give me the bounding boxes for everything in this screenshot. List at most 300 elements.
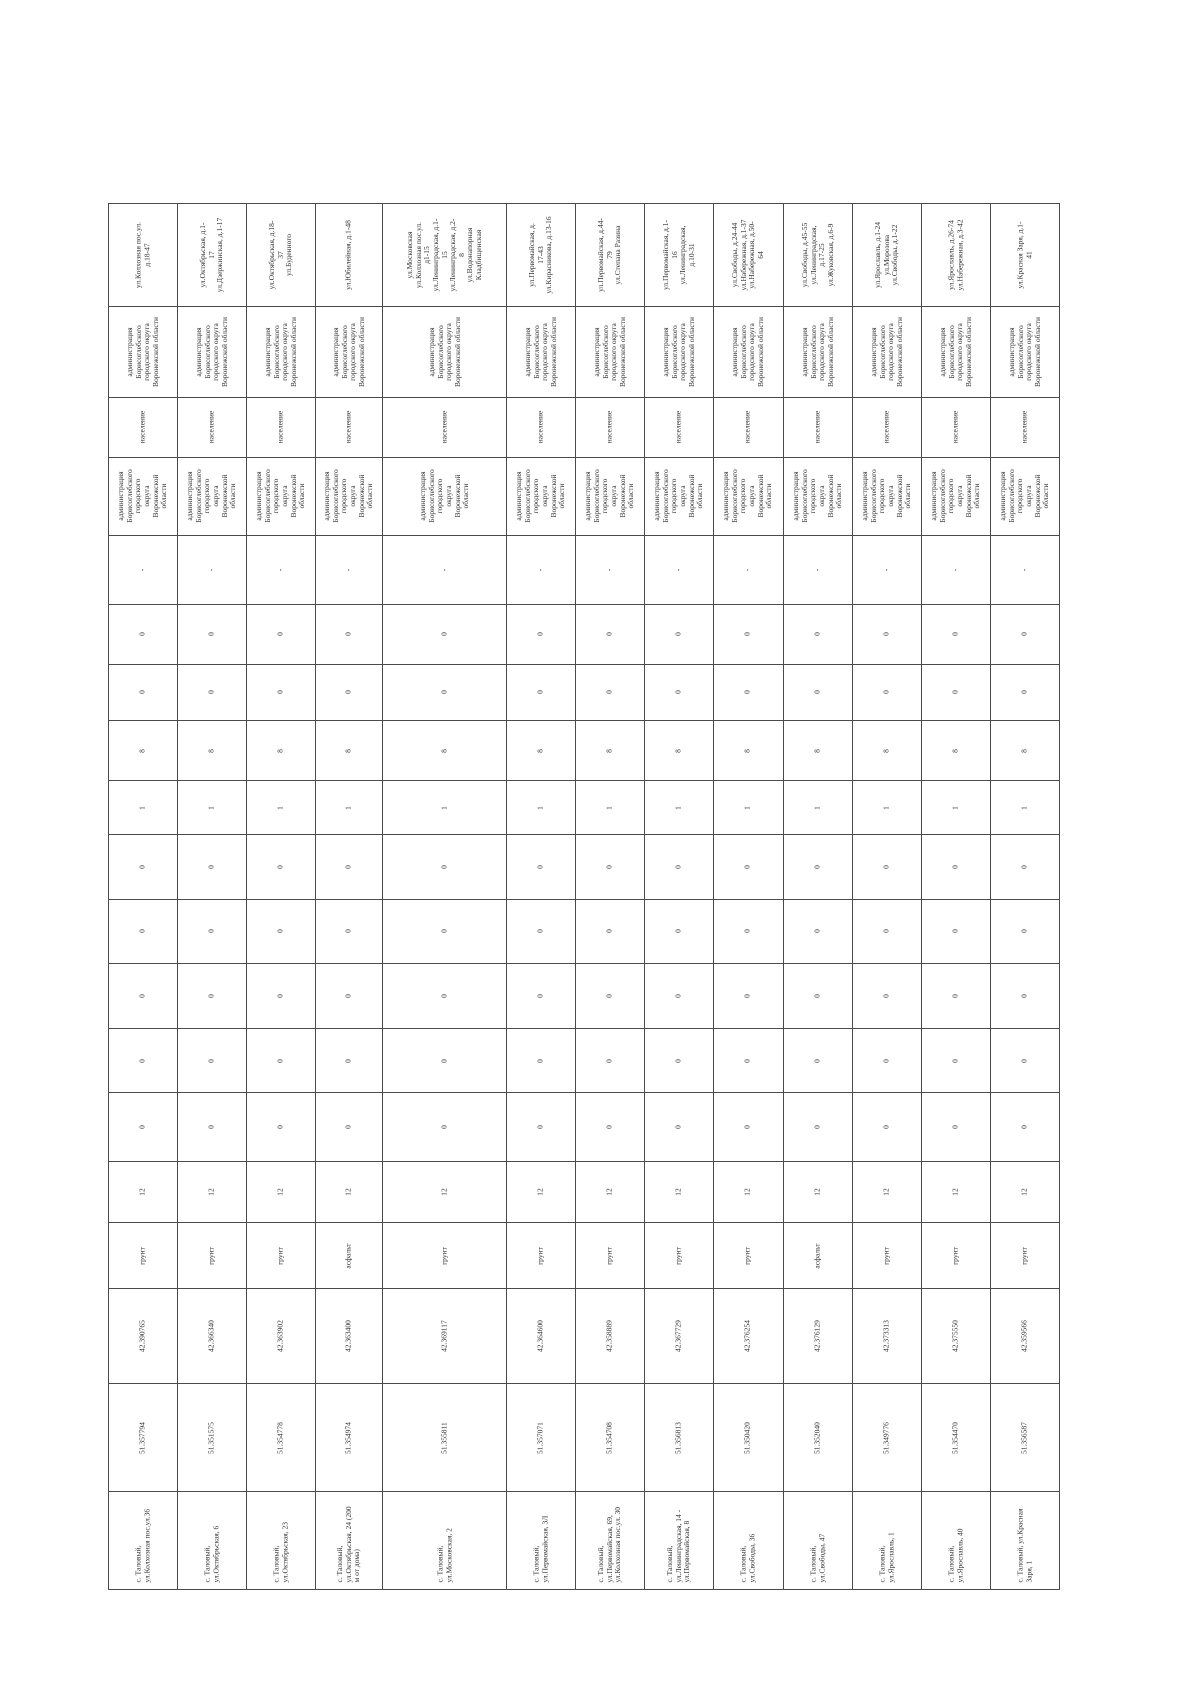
value-col-4-text: 0 [343, 994, 353, 998]
value-col-2-cell [109, 1093, 178, 1162]
longitude-text: 42.367729 [674, 1320, 684, 1353]
latitude-text: 51.355811 [439, 1421, 449, 1454]
value-col-3-cell [921, 1028, 990, 1093]
value-col-3-cell [714, 1028, 783, 1093]
value-col-1-text: 12 [535, 1188, 545, 1196]
value-col-2-text: 0 [535, 1125, 545, 1130]
value-col-1-cell [852, 1162, 921, 1222]
value-col-6-cell [247, 835, 316, 900]
longitude-cell [178, 1289, 247, 1384]
value-col-1-text: 12 [137, 1188, 147, 1196]
value-col-7-text: 1 [674, 805, 684, 810]
value-col-11-text: - [206, 568, 216, 571]
value-col-6-text: 0 [604, 864, 614, 869]
value-col-5-text: 0 [812, 929, 822, 934]
longitude-text: 42.369117 [439, 1320, 449, 1353]
value-col-3-cell [507, 1028, 576, 1093]
operator-text: администрация Борисоглебского городского округа Воронежской области [592, 317, 627, 388]
source-type-cell [783, 397, 852, 457]
value-col-3-text: 0 [812, 1058, 822, 1063]
value-col-3-text: 0 [137, 1058, 147, 1063]
address-cell [178, 1491, 247, 1589]
latitude-cell [316, 1384, 383, 1492]
value-col-3-cell [316, 1028, 383, 1093]
value-col-5-cell [178, 899, 247, 964]
value-col-10-cell [178, 604, 247, 664]
longitude-text: 42.375550 [950, 1320, 960, 1353]
surface-text: асфальт [343, 1242, 353, 1269]
source-type-cell [178, 397, 247, 457]
operator-text: администрация Борисоглебского городского округа Воронежской области [426, 317, 462, 388]
latitude-cell [247, 1384, 316, 1492]
value-col-2-text: 0 [439, 1125, 449, 1130]
value-col-6-cell [383, 835, 507, 900]
value-col-6-text: 0 [812, 864, 822, 869]
value-col-10-cell [783, 604, 852, 664]
value-col-7-cell [990, 781, 1059, 835]
value-col-2-cell [383, 1093, 507, 1162]
table-row [109, 720, 1060, 780]
value-col-10-text: 0 [743, 632, 753, 637]
value-col-1-cell [645, 1162, 714, 1222]
value-col-11-cell [576, 535, 645, 604]
value-col-1-text: 12 [812, 1188, 822, 1196]
value-col-4-cell [383, 964, 507, 1029]
owner-cell [576, 458, 645, 536]
address-text: с. Таловый, ул.Свободы, 47 [807, 1534, 826, 1583]
served-area-cell [576, 204, 645, 307]
served-area-text: ул.Первомайская, д.44- 79 ул.Степана Разина [596, 218, 623, 293]
value-col-3-text: 0 [1019, 1058, 1029, 1063]
surface-text: грунт [439, 1246, 449, 1265]
operator-cell [990, 307, 1059, 397]
longitude-text: 42.376129 [812, 1320, 822, 1353]
value-col-3-text: 0 [535, 1058, 545, 1063]
value-col-8-cell [383, 720, 507, 780]
value-col-3-text: 0 [881, 1058, 891, 1063]
value-col-11-text: - [674, 568, 684, 571]
value-col-3-cell [783, 1028, 852, 1093]
longitude-text: 42.364600 [535, 1320, 545, 1353]
value-col-2-cell [990, 1093, 1059, 1162]
value-col-8-text: 8 [535, 748, 545, 753]
owner-cell [714, 458, 783, 536]
address-cell [383, 1491, 507, 1589]
value-col-2-text: 0 [137, 1125, 147, 1130]
value-col-2-text: 0 [674, 1125, 684, 1130]
latitude-cell [576, 1384, 645, 1492]
surface-cell [178, 1222, 247, 1289]
longitude-cell [576, 1289, 645, 1384]
value-col-8-text: 8 [950, 748, 960, 753]
value-col-10-cell [316, 604, 383, 664]
value-col-10-cell [852, 604, 921, 664]
value-col-7-cell [852, 781, 921, 835]
value-col-8-cell [507, 720, 576, 780]
value-col-10-text: 0 [343, 632, 353, 637]
served-area-cell [247, 204, 316, 307]
operator-text: администрация Борисоглебского городского округа Воронежской области [262, 317, 298, 388]
value-col-3-text: 0 [206, 1058, 216, 1063]
value-col-10-text: 0 [439, 632, 449, 637]
value-col-8-text: 8 [439, 748, 449, 753]
longitude-cell [990, 1289, 1059, 1384]
value-col-6-cell [576, 835, 645, 900]
value-col-1-cell [576, 1162, 645, 1222]
operator-cell [383, 307, 507, 397]
value-col-5-cell [507, 899, 576, 964]
value-col-5-cell [576, 899, 645, 964]
value-col-11-cell [714, 535, 783, 604]
latitude-text: 51.352040 [812, 1421, 822, 1454]
address-text: с. Таловый, ул.Октябрьская, 24 (200 м от дома) [335, 1506, 362, 1583]
value-col-8-text: 8 [137, 748, 147, 753]
longitude-cell [714, 1289, 783, 1384]
source-type-text: население [343, 411, 353, 444]
longitude-text: 42.376254 [743, 1320, 753, 1353]
served-area-cell [921, 204, 990, 307]
value-col-11-text: - [743, 568, 753, 571]
address-cell [109, 1491, 178, 1589]
owner-cell [383, 458, 507, 536]
source-type-cell [921, 397, 990, 457]
value-col-10-cell [714, 604, 783, 664]
operator-text: администрация Борисоглебского городского округа Воронежской области [799, 317, 835, 388]
value-col-7-cell [383, 781, 507, 835]
value-col-7-cell [576, 781, 645, 835]
value-col-2-text: 0 [206, 1125, 216, 1130]
value-col-8-cell [576, 720, 645, 780]
value-col-8-cell [714, 720, 783, 780]
surface-cell [109, 1222, 178, 1289]
served-area-cell [507, 204, 576, 307]
value-col-3-cell [109, 1028, 178, 1093]
operator-text: администрация Борисоглебского городского округа Воронежской области [730, 317, 766, 388]
source-type-text: население [743, 411, 753, 444]
owner-cell [990, 458, 1059, 536]
latitude-cell [990, 1384, 1059, 1492]
value-col-2-text: 0 [1019, 1125, 1029, 1130]
value-col-2-cell [316, 1093, 383, 1162]
surface-text: грунт [137, 1246, 147, 1265]
value-col-11-cell [178, 535, 247, 604]
value-col-5-cell [109, 899, 178, 964]
value-col-7-cell [247, 781, 316, 835]
longitude-text: 42.363902 [275, 1320, 285, 1353]
value-col-9-text: 0 [206, 690, 216, 695]
surface-cell [852, 1222, 921, 1289]
value-col-6-text: 0 [950, 864, 960, 869]
surface-text: грунт [535, 1246, 545, 1265]
value-col-9-text: 0 [950, 690, 960, 695]
value-col-10-cell [247, 604, 316, 664]
value-col-5-cell [990, 899, 1059, 964]
latitude-cell [783, 1384, 852, 1492]
longitude-cell [783, 1289, 852, 1384]
value-col-11-cell [109, 535, 178, 604]
value-col-7-text: 1 [535, 805, 545, 810]
address-text: с. Таловый, ул.Октябрьская, 6 [202, 1526, 221, 1583]
value-col-2-cell [507, 1093, 576, 1162]
surface-text: асфальт [812, 1242, 822, 1269]
value-col-2-text: 0 [950, 1125, 960, 1130]
value-col-8-cell [783, 720, 852, 780]
served-area-text: ул.Октябрьская, д.18- 37 ул.Буденного [267, 220, 294, 290]
latitude-text: 51.351575 [206, 1421, 216, 1454]
table-row [109, 604, 1060, 664]
owner-cell [852, 458, 921, 536]
address-text: с. Таловый, ул.Октябрьская, 23 [271, 1522, 290, 1583]
table-row [109, 964, 1060, 1029]
value-col-3-cell [247, 1028, 316, 1093]
value-col-11-cell [507, 535, 576, 604]
value-col-6-text: 0 [535, 864, 545, 869]
served-area-cell [645, 204, 714, 307]
value-col-2-cell [852, 1093, 921, 1162]
value-col-9-text: 0 [275, 690, 285, 695]
value-col-8-text: 8 [743, 748, 753, 753]
value-col-7-text: 1 [812, 805, 822, 810]
value-col-4-cell [507, 964, 576, 1029]
value-col-1-text: 12 [275, 1188, 285, 1196]
longitude-cell [852, 1289, 921, 1384]
value-col-11-cell [990, 535, 1059, 604]
address-cell [576, 1491, 645, 1589]
value-col-7-text: 1 [275, 805, 285, 810]
value-col-7-text: 1 [343, 805, 353, 810]
value-col-7-text: 1 [439, 805, 449, 810]
value-col-9-cell [921, 664, 990, 720]
table-body [109, 204, 1060, 1590]
value-col-7-cell [921, 781, 990, 835]
value-col-3-cell [990, 1028, 1059, 1093]
owner-cell [783, 458, 852, 536]
served-area-text: ул.Первомайская, д. 17-43 ул.Кирасникова, д.13-16 [527, 216, 554, 294]
served-area-text: ул.Колхозная пос.ул. д.18-47 [133, 222, 152, 289]
value-col-4-cell [247, 964, 316, 1029]
value-col-1-cell [921, 1162, 990, 1222]
value-col-5-text: 0 [206, 929, 216, 934]
value-col-4-cell [921, 964, 990, 1029]
value-col-7-cell [645, 781, 714, 835]
address-cell [921, 1491, 990, 1589]
value-col-3-cell [576, 1028, 645, 1093]
operator-text: администрация Борисоглебского городского округа Воронежской области [124, 317, 160, 388]
owner-text: администрация Борисоглебского городского округа Воронежской области [790, 469, 843, 524]
source-type-cell [714, 397, 783, 457]
value-col-8-cell [852, 720, 921, 780]
value-col-10-cell [990, 604, 1059, 664]
served-area-text: ул.Свободы, д.45-55 ул.Ленинградская, д.17-25 ул.Жуковская, д.6-9 [799, 222, 835, 288]
value-col-2-cell [783, 1093, 852, 1162]
value-col-4-text: 0 [674, 994, 684, 998]
value-col-5-cell [383, 899, 507, 964]
value-col-6-text: 0 [881, 864, 891, 869]
value-col-10-cell [576, 604, 645, 664]
served-area-cell [383, 204, 507, 307]
operator-text: администрация Борисоглебского городского округа Воронежской области [937, 317, 973, 388]
value-col-8-text: 8 [674, 748, 684, 753]
table-row [109, 535, 1060, 604]
value-col-5-cell [316, 899, 383, 964]
value-col-3-text: 0 [275, 1058, 285, 1063]
value-col-9-cell [316, 664, 383, 720]
address-cell [783, 1491, 852, 1589]
value-col-5-text: 0 [950, 929, 960, 934]
value-col-11-text: - [812, 568, 822, 571]
operator-cell [247, 307, 316, 397]
source-type-cell [109, 397, 178, 457]
served-area-text: ул.Первомайская, д.1- 16 ул.Ленинградская, д.10-31 [661, 220, 696, 291]
value-col-8-cell [247, 720, 316, 780]
value-col-4-cell [852, 964, 921, 1029]
value-col-7-text: 1 [950, 805, 960, 810]
operator-text: администрация Борисоглебского городского округа Воронежской области [868, 317, 904, 388]
value-col-9-text: 0 [604, 690, 614, 695]
longitude-cell [645, 1289, 714, 1384]
value-col-9-cell [109, 664, 178, 720]
surface-cell [247, 1222, 316, 1289]
value-col-6-cell [714, 835, 783, 900]
value-col-7-cell [109, 781, 178, 835]
address-text: с. Таловый, ул.Колхозная пос.ул.36 [133, 1509, 152, 1583]
value-col-9-text: 0 [812, 690, 822, 695]
value-col-5-text: 0 [439, 929, 449, 934]
value-col-1-text: 12 [1019, 1188, 1029, 1196]
value-col-7-text: 1 [881, 805, 891, 810]
value-col-6-cell [783, 835, 852, 900]
owner-cell [507, 458, 576, 536]
value-col-10-text: 0 [1019, 632, 1029, 637]
containers-table [108, 203, 1060, 1590]
value-col-11-cell [852, 535, 921, 604]
value-col-5-cell [645, 899, 714, 964]
value-col-1-text: 12 [604, 1188, 614, 1196]
source-type-text: население [604, 411, 614, 444]
source-type-cell [316, 397, 383, 457]
value-col-5-cell [714, 899, 783, 964]
value-col-2-cell [576, 1093, 645, 1162]
value-col-1-text: 12 [743, 1188, 753, 1196]
owner-cell [109, 458, 178, 536]
value-col-8-cell [316, 720, 383, 780]
value-col-8-text: 8 [812, 748, 822, 753]
value-col-9-cell [383, 664, 507, 720]
operator-cell [507, 307, 576, 397]
served-area-cell [178, 204, 247, 307]
value-col-3-text: 0 [604, 1058, 614, 1063]
value-col-2-text: 0 [881, 1125, 891, 1130]
value-col-1-text: 12 [950, 1188, 960, 1196]
longitude-text: 42.363400 [343, 1320, 353, 1353]
value-col-2-text: 0 [812, 1125, 822, 1130]
latitude-text: 51.354470 [950, 1421, 960, 1454]
value-col-11-cell [921, 535, 990, 604]
value-col-11-text: - [275, 568, 285, 571]
value-col-5-text: 0 [743, 929, 753, 934]
value-col-4-text: 0 [275, 994, 285, 998]
value-col-5-text: 0 [1019, 929, 1029, 934]
value-col-6-text: 0 [743, 864, 753, 869]
value-col-8-text: 8 [604, 748, 614, 753]
longitude-cell [921, 1289, 990, 1384]
value-col-5-cell [921, 899, 990, 964]
operator-cell [316, 307, 383, 397]
value-col-11-text: - [881, 568, 891, 571]
value-col-5-cell [247, 899, 316, 964]
latitude-cell [178, 1384, 247, 1492]
table-row [109, 1028, 1060, 1093]
value-col-11-cell [645, 535, 714, 604]
latitude-text: 51.354974 [343, 1421, 353, 1454]
value-col-10-text: 0 [950, 632, 960, 637]
owner-text: администрация Борисоглебского городского округа Воронежской области [998, 469, 1051, 524]
served-area-cell [109, 204, 178, 307]
value-col-6-text: 0 [674, 864, 684, 869]
value-col-6-cell [507, 835, 576, 900]
value-col-1-cell [109, 1162, 178, 1222]
operator-cell [109, 307, 178, 397]
surface-text: грунт [604, 1246, 614, 1265]
value-col-7-text: 1 [206, 805, 216, 810]
value-col-1-text: 12 [206, 1188, 216, 1196]
source-type-text: население [812, 411, 822, 444]
value-col-2-cell [921, 1093, 990, 1162]
served-area-cell [316, 204, 383, 307]
address-cell [714, 1491, 783, 1589]
operator-cell [783, 307, 852, 397]
value-col-8-text: 8 [275, 748, 285, 753]
value-col-4-cell [783, 964, 852, 1029]
value-col-7-cell [316, 781, 383, 835]
value-col-9-cell [507, 664, 576, 720]
address-cell [507, 1491, 576, 1589]
address-text: с. Таловый, ул.Свободы, 36 [738, 1534, 757, 1583]
longitude-text: 42.373313 [881, 1320, 891, 1353]
value-col-9-cell [645, 664, 714, 720]
value-col-9-text: 0 [535, 690, 545, 695]
latitude-text: 51.354708 [604, 1421, 614, 1454]
longitude-cell [316, 1289, 383, 1384]
value-col-4-text: 0 [604, 994, 614, 998]
owner-text: администрация Борисоглебского городского округа Воронежской области [514, 469, 567, 524]
value-col-6-text: 0 [343, 864, 353, 869]
latitude-text: 51.357794 [137, 1421, 147, 1454]
value-col-6-cell [990, 835, 1059, 900]
served-area-text: ул.Ярославль, д.26-74 ул.Набережная, д.3-42 [946, 219, 964, 291]
table-row [109, 1491, 1060, 1589]
operator-cell [645, 307, 714, 397]
value-col-3-cell [383, 1028, 507, 1093]
value-col-1-cell [316, 1162, 383, 1222]
owner-text: администрация Борисоглебского городского округа Воронежской области [254, 469, 307, 524]
longitude-text: 42.366340 [206, 1320, 216, 1353]
value-col-11-text: - [343, 568, 353, 571]
value-col-6-text: 0 [1019, 864, 1029, 869]
value-col-8-cell [921, 720, 990, 780]
surface-text: грунт [743, 1246, 753, 1265]
value-col-9-text: 0 [343, 690, 353, 695]
served-area-text: ул.Свободы, д.24-44 ул.Набережная, д.1-37 ул.Набережная, д.50- 64 [730, 219, 766, 291]
value-col-11-text: - [535, 568, 545, 571]
operator-cell [178, 307, 247, 397]
value-col-2-cell [178, 1093, 247, 1162]
value-col-3-cell [178, 1028, 247, 1093]
latitude-cell [109, 1384, 178, 1492]
owner-text: администрация Борисоглебского городского округа Воронежской области [583, 469, 636, 524]
value-col-1-cell [178, 1162, 247, 1222]
value-col-1-cell [247, 1162, 316, 1222]
